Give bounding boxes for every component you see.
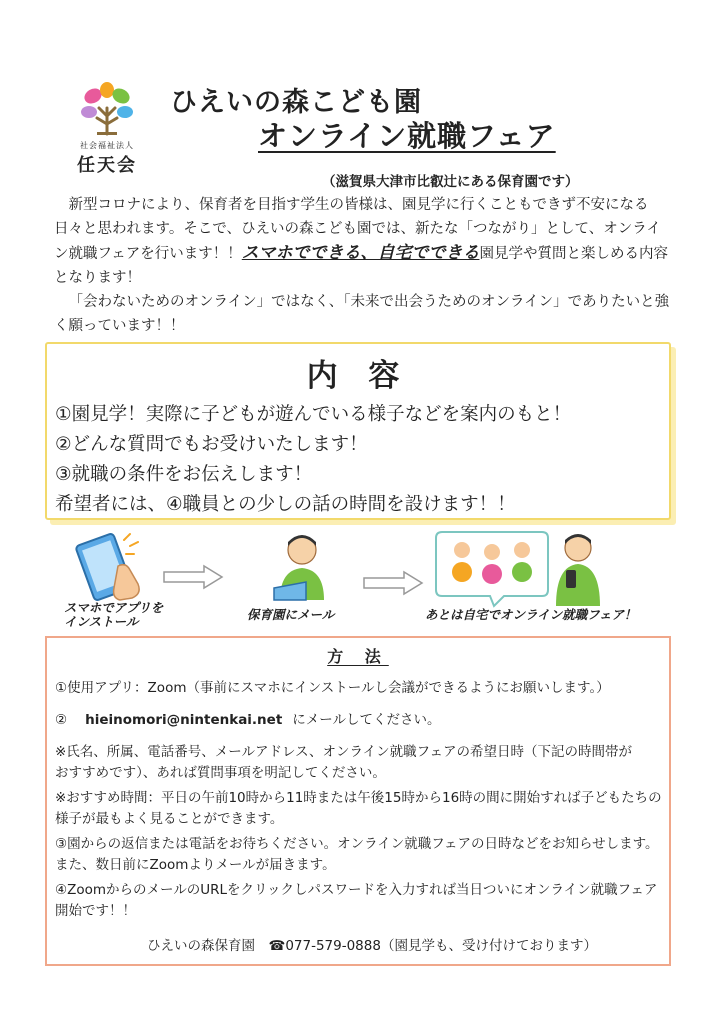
content-item: ③就職の条件をお伝えします！	[55, 464, 313, 485]
method-note-details: ※氏名、所属、電話番号、メールアドレス、オンライン就職フェアの希望日時（下記の時間帯が おすすめです）、あれば質問事項を明記してください。	[55, 744, 659, 781]
method-section	[45, 636, 671, 966]
flow-step-email: 保育園にメール	[247, 607, 335, 622]
method-footer	[147, 936, 667, 957]
flow-illustration	[0, 528, 724, 633]
email-link[interactable]: hieinomori@nintenkai.net	[85, 712, 283, 728]
method-note-time: ※おすすめ時間：平日の午前10時から11時または午後15時から16時の間に開始すれば子どもたちの様子が最もよく見ることができます。	[55, 790, 662, 827]
intro-text	[54, 193, 674, 338]
org-name: 任天会	[77, 155, 137, 176]
children-bubble-icon	[434, 528, 550, 608]
method-title	[47, 644, 669, 667]
method-item-email-text: にメールしてください。	[292, 712, 441, 728]
method-item-number: ②	[55, 712, 68, 728]
phone-hand-icon	[72, 532, 154, 602]
flow-step-install: スマホでアプリを インストール	[64, 600, 164, 629]
intro-text-a: 新型コロナにより、保育者を目指す学生の皆様は、園見学に行くこともできず不安になる日々と思われます。そこで、ひえいの森こども園では、新たな「つながり」として、オンライン就職フェアを行います！！	[54, 197, 661, 262]
content-item: 希望者には、④職員との少しの話の時間を設けます！！	[55, 494, 516, 515]
intro-paragraph-1	[54, 193, 674, 290]
content-list	[55, 400, 571, 520]
title-line2: オンライン就職フェア	[258, 119, 556, 153]
content-title: 内 容	[306, 358, 410, 394]
method-item-app: ①使用アプリ：Zoom（事前にスマホにインストールし会議ができるようにお願いします。）	[55, 680, 610, 696]
intro-highlight: スマホでできる、自宅でできる	[241, 243, 480, 263]
footer-note: （園見学も、受け付けております）	[380, 938, 597, 954]
footer-org: ひえいの森保育園	[147, 938, 255, 954]
person-phone-icon	[548, 530, 608, 606]
content-section	[45, 342, 671, 520]
method-item-start: ④ZoomからのメールのURLをクリックしパスワードを入力すれば当日ついにオンライン就職フェア開始です！！	[55, 882, 658, 919]
person-laptop-icon	[262, 530, 342, 602]
method-title-text: 方 法	[327, 647, 389, 666]
method-item-reply: ③園からの返信または電話をお待ちください。オンライン就職フェアの日時などをお知らせします。また、数日前にZoomよりメールが届きます。	[55, 836, 659, 873]
method-item-email	[55, 710, 667, 731]
tree-logo-icon	[79, 82, 135, 138]
arrow-right-icon	[162, 564, 224, 590]
org-type-label: 社会福祉法人	[80, 141, 134, 150]
flow-step-fair: あとは自宅でオンライン就職フェア！	[425, 607, 637, 622]
content-item: ②どんな質問でもお受けいたします！	[55, 434, 368, 455]
title-line1: ひえいの森こども園	[170, 87, 422, 118]
footer-phone[interactable]: ☎077-579-0888	[268, 938, 381, 954]
intro-text-b: 園見学や質問と楽しめる内容となります！	[54, 246, 668, 286]
location-note: （滋賀県大津市比叡辻にある保育園です）	[322, 174, 579, 190]
content-item: ①園見学！実際に子どもが遊んでいる様子などを案内のもと！	[55, 404, 572, 425]
org-logo	[72, 82, 142, 177]
arrow-right-icon	[362, 570, 424, 596]
intro-paragraph-2: 「会わないためのオンライン」ではなく、「未来で出会うためのオンライン」でありたいと強く願っています！！	[54, 294, 670, 334]
